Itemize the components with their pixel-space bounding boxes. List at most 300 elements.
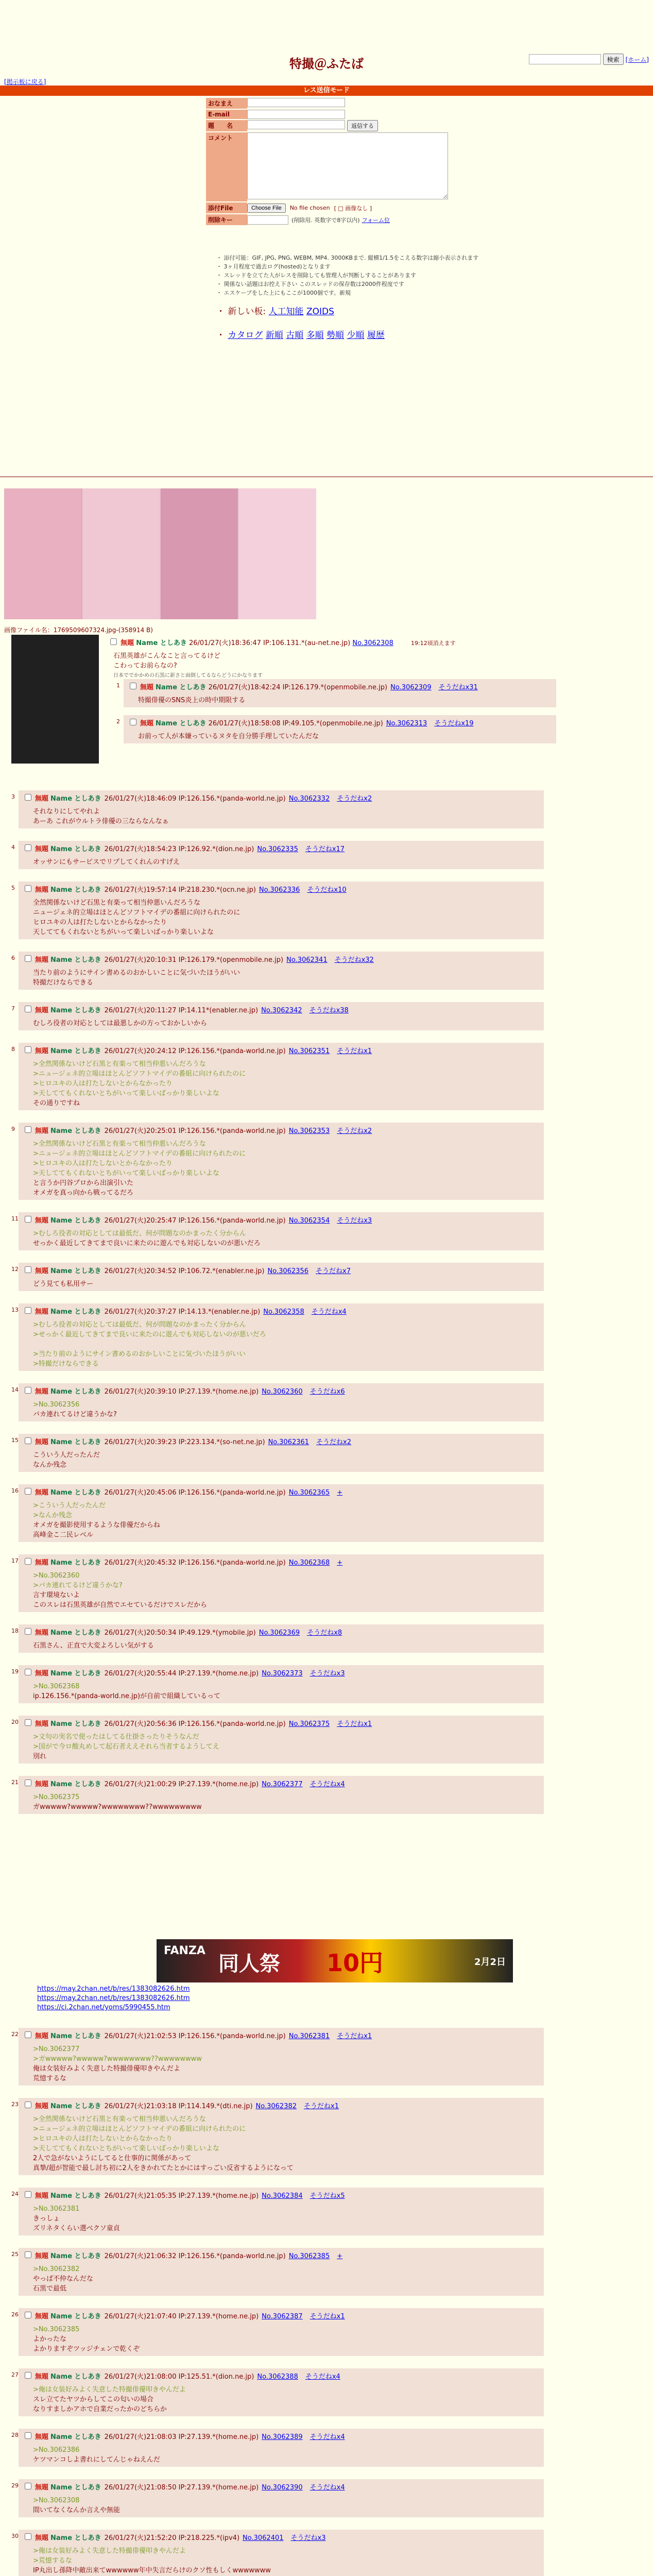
reply-header	[23, 1626, 540, 1638]
delete-key-field[interactable]	[247, 215, 288, 225]
reply-post	[19, 1665, 544, 1703]
reply-name: Name としあき	[50, 1007, 101, 1014]
reply-checkbox[interactable]	[25, 1488, 31, 1495]
op-file-name[interactable]: 画像ファイル名：1769509607324.jpg-(358914 B)	[4, 626, 153, 634]
reply-number[interactable]: No.3062382	[255, 2103, 297, 2110]
reply-number[interactable]: No.3062373	[262, 1670, 303, 1677]
reply-checkbox[interactable]	[25, 844, 31, 851]
reply-header	[23, 2100, 540, 2111]
reply-name: Name としあき	[50, 2032, 101, 2040]
soudane-button[interactable]: そうだねx32	[334, 956, 374, 964]
reply-subject: 無題	[35, 1489, 49, 1497]
reply-name: Name としあき	[50, 2313, 101, 2320]
text-line: よかったな	[33, 2335, 67, 2343]
soudane-button[interactable]: そうだねx4	[310, 2433, 345, 2441]
reply-number[interactable]: No.3062336	[259, 886, 300, 894]
quote-line: >No.3062308	[33, 2497, 80, 2504]
soudane-button[interactable]: そうだねx4	[311, 1308, 347, 1316]
reply-checkbox[interactable]	[25, 1669, 31, 1675]
op-post	[108, 637, 456, 681]
reply-checkbox[interactable]	[25, 1006, 31, 1012]
reply-subject: 無題	[35, 2313, 49, 2320]
mode-bar: レス送信モード	[0, 86, 653, 96]
reply-checkbox[interactable]	[25, 2031, 31, 2038]
reply-header	[23, 1125, 540, 1136]
soudane-button[interactable]: そうだねx38	[309, 1007, 349, 1014]
reply-subject: 無題	[35, 1670, 49, 1677]
reply-info: 26/01/27(火)18:42:24 IP:126.179.*(openmobile.ne.jp)	[208, 684, 388, 691]
quote-line: >俺は女装好みよく失意した特撮俳優叩きやんだよ	[33, 2547, 186, 2555]
soudane-button[interactable]: そうだねx17	[305, 845, 345, 853]
reply-text	[33, 1792, 540, 1812]
sort-old-link[interactable]: 古順	[286, 330, 304, 341]
reply-checkbox[interactable]	[25, 1126, 31, 1133]
soudane-button[interactable]: そうだねx1	[337, 1047, 372, 1055]
reply-info: 26/01/27(火)21:07:40 IP:27.139.*(home.ne.jp)	[104, 2313, 259, 2320]
reply-post	[19, 1263, 544, 1291]
no-image-checkbox[interactable]: [ □ 画像なし ]	[334, 205, 372, 212]
file-button[interactable]: Choose File	[247, 204, 286, 213]
reply-text	[33, 968, 540, 988]
soudane-button[interactable]: そうだねx3	[337, 1217, 372, 1225]
soudane-button[interactable]: +	[337, 1559, 343, 1567]
reply-subject: 無題	[35, 2032, 49, 2040]
reply-header	[23, 2310, 540, 2321]
text-line: 全然関係ないけど石黒と有楽って相当仲悪いんだろうな	[33, 899, 201, 907]
reply-index: 21	[11, 1779, 19, 1786]
soudane-button[interactable]: そうだねx4	[305, 2373, 340, 2381]
sort-few-link[interactable]: 少順	[347, 330, 365, 341]
reply-index: 7	[11, 1005, 15, 1012]
reply-name: Name としあき	[50, 886, 101, 894]
reply-text	[33, 2325, 540, 2354]
text-line: こういう人だったんだ	[33, 1451, 100, 1459]
reply-number[interactable]: No.3062385	[288, 2252, 330, 2260]
quote-line: >ニュージェネ的立場はほとんどソフトマイデの番組に向けられたのに	[33, 1070, 246, 1078]
reply-index: 22	[11, 2031, 19, 2038]
reply-checkbox[interactable]	[25, 1387, 31, 1394]
text-line: オッサンにもサービスでリプしてくれんのすげえ	[33, 858, 180, 866]
board-link-zoids[interactable]: ZOIDS	[306, 307, 334, 317]
reply-number[interactable]: No.3062353	[288, 1127, 330, 1135]
reply-info: 26/01/27(火)20:50:34 IP:49.129.*(ymobile.jp)	[104, 1629, 256, 1637]
soudane-button[interactable]: そうだねx1	[310, 2313, 345, 2320]
reply-number[interactable]: No.3062388	[257, 2373, 298, 2381]
soudane-button[interactable]: そうだねx8	[307, 1629, 342, 1637]
reply-name: Name としあき	[50, 1127, 101, 1135]
reply-checkbox[interactable]	[25, 2251, 31, 2258]
reply-number[interactable]: No.3062365	[288, 1489, 330, 1497]
reply-index: 27	[11, 2371, 19, 2378]
soudane-button[interactable]: そうだねx5	[310, 2192, 345, 2200]
quote-line: >天しててもくれないとちがいって楽しいばっかり楽しいよな	[33, 1090, 219, 1097]
form-label-email: E-mail	[206, 110, 247, 119]
reply-checkbox[interactable]	[25, 885, 31, 892]
reply-name: Name としあき	[50, 1267, 101, 1275]
reply-number[interactable]: No.3062389	[262, 2433, 303, 2441]
note-line: ・ エスケープをした上にもここが1000個です。新規	[216, 290, 351, 296]
reply-info: 26/01/27(火)21:08:00 IP:125.51.*(dion.ne.jp)	[104, 2373, 254, 2381]
reply-number[interactable]: No.3062381	[288, 2032, 330, 2040]
reply-info: 26/01/27(火)18:54:23 IP:126.92.*(dion.ne.jp)	[104, 845, 254, 853]
banner-panel	[82, 488, 160, 619]
back-link[interactable]: [掲示板に戻る]	[4, 78, 46, 86]
reply-info: 26/01/27(火)19:57:14 IP:218.230.*(ocn.ne.jp)	[104, 886, 256, 894]
reply-subject: 無題	[35, 1267, 49, 1275]
reply-number[interactable]: No.3062351	[288, 1047, 330, 1055]
banner-panel	[4, 488, 81, 619]
text-line: スレ立てたヤツからしてこの匂いの場合	[33, 2396, 154, 2403]
reply-header	[23, 1667, 540, 1679]
text-line: バカ連れてるけど違うかな?	[33, 1411, 117, 1418]
reply-checkbox[interactable]	[25, 1266, 31, 1273]
quote-line: >天しててもくれないとちがいって楽しいばっかり楽しいよな	[33, 1170, 219, 1177]
banner-panel	[161, 488, 238, 619]
reply-text	[33, 2546, 540, 2575]
soudane-button[interactable]: そうだねx2	[337, 795, 372, 803]
reply-subject: 無題	[35, 956, 49, 964]
search-button[interactable]: 検索	[603, 54, 624, 65]
reply-post	[19, 2368, 544, 2416]
reply-checkbox[interactable]	[25, 2483, 31, 2489]
reply-index: 4	[11, 844, 15, 851]
reply-header	[23, 1004, 540, 1015]
quote-line: >バカ連れてるけど違うかな?	[33, 1582, 123, 1589]
reply-checkbox[interactable]	[25, 2191, 31, 2198]
text-line: ガwwwww?wwwww?wwwwwwww??wwwwwwwww	[33, 1803, 202, 1811]
reply-post	[19, 1434, 544, 1472]
text-line: あーあ これがウルトラ俳優の三ならなんなぁ	[33, 818, 169, 825]
reply-text	[33, 1279, 540, 1289]
reply-info: 26/01/27(火)20:34:52 IP:106.72.*(enabler.ne.jp)	[104, 1267, 265, 1275]
reply-post	[19, 2530, 544, 2576]
reply-name: Name としあき	[50, 1670, 101, 1677]
reply-post	[19, 882, 544, 939]
text-line	[33, 1340, 540, 1349]
reply-info: 26/01/27(火)20:45:06 IP:126.156.*(panda-world.ne.jp)	[104, 1489, 286, 1497]
reply-number[interactable]: No.3062313	[386, 720, 427, 727]
comment-field[interactable]	[247, 132, 448, 199]
reply-header	[128, 717, 552, 728]
reply-index: 30	[11, 2533, 19, 2539]
reply-number[interactable]: No.3062354	[288, 1217, 330, 1225]
reply-index: 29	[11, 2482, 19, 2489]
reply-name: Name としあき	[50, 2373, 101, 2381]
reply-info: 26/01/27(火)20:45:32 IP:126.156.*(panda-world.ne.jp)	[104, 1559, 286, 1567]
reply-info: 26/01/27(火)20:56:36 IP:126.156.*(panda-world.ne.jp)	[104, 1720, 286, 1728]
reply-number[interactable]: No.3062332	[288, 795, 330, 803]
quote-line: >No.3062375	[33, 1793, 80, 1801]
reply-number[interactable]: No.3062387	[262, 2313, 303, 2320]
reply-subject: 無題	[35, 795, 49, 803]
reply-text	[33, 2496, 540, 2515]
quote-line: >せっかく最近してきてまで良いに来たのに遊んでも対応しないのが悪いだろ	[33, 1331, 266, 1338]
text-line: 石黒で最低	[33, 2285, 67, 2293]
quote-line: >ヒロユキの人は打たしないとからなかったり	[33, 1080, 173, 1088]
banner-image[interactable]	[4, 488, 316, 619]
reply-checkbox[interactable]	[25, 2432, 31, 2439]
soudane-button[interactable]: そうだねx1	[337, 2032, 372, 2040]
sort-many-link[interactable]: 多順	[306, 330, 324, 341]
reply-subject: 無題	[35, 1388, 49, 1396]
quote-line: >天しててもくれないとちがいって楽しいばっかり楽しいよな	[33, 2145, 219, 2153]
reply-number[interactable]: No.3062356	[267, 1267, 308, 1275]
text-line: むしろ役者の対応としては最悪しかの方っておかしいから	[33, 1020, 208, 1027]
reply-checkbox[interactable]	[25, 2533, 31, 2540]
url-link[interactable]: https://may.2chan.net/b/res/1383082626.htm	[37, 1994, 190, 2002]
reply-post	[19, 2429, 544, 2467]
reply-post	[19, 1043, 544, 1110]
reply-subject: 無題	[140, 720, 154, 727]
form-label-comment: コメント	[206, 132, 247, 201]
quote-line: >No.3062368	[33, 1683, 80, 1690]
reply-name: Name としあき	[156, 720, 207, 727]
op-thumbnail[interactable]	[11, 635, 99, 764]
reply-post	[19, 1624, 544, 1653]
reply-header	[23, 954, 540, 965]
reply-post	[19, 1002, 544, 1030]
reply-checkbox[interactable]	[130, 683, 136, 689]
reply-header	[23, 2030, 540, 2041]
reply-checkbox[interactable]	[25, 1628, 31, 1635]
reply-index: 16	[11, 1487, 19, 1494]
quote-line: >No.3062381	[33, 2205, 80, 2213]
reply-text	[33, 2204, 540, 2233]
text-line: ケツマンコしよ書れにしてんじゃねえんだ	[33, 2456, 160, 2464]
quote-line: >むしろ役者の対応としては最低だ、何が問題なのかまったく分からん	[33, 1321, 246, 1329]
soudane-button[interactable]: そうだねx4	[310, 1781, 345, 1788]
reply-checkbox[interactable]	[25, 2312, 31, 2318]
submit-button[interactable]: 返信する	[347, 120, 378, 131]
reply-post	[124, 715, 556, 743]
ad-banner[interactable]	[157, 1939, 513, 1982]
soudane-button[interactable]: そうだねx1	[337, 1720, 372, 1728]
url-link[interactable]: https://may.2chan.net/b/res/1383082626.htm	[37, 1985, 190, 1993]
sort-new-link[interactable]: 新順	[265, 330, 283, 341]
reply-name: Name としあき	[50, 1388, 101, 1396]
reply-header	[23, 792, 540, 804]
op-text	[113, 651, 456, 681]
reply-subject: 無題	[35, 886, 49, 894]
reply-number[interactable]: No.3062368	[288, 1559, 330, 1567]
reply-checkbox[interactable]	[25, 1046, 31, 1053]
history-link[interactable]: 履歴	[367, 330, 385, 341]
reply-post	[19, 1484, 544, 1542]
board-link-ai[interactable]: 人工知能	[268, 307, 304, 317]
reply-name: Name としあき	[50, 1438, 101, 1446]
reply-info: 26/01/27(火)20:39:10 IP:27.139.*(home.ne.jp)	[104, 1388, 259, 1396]
quote-line: >荒憶するな	[33, 2557, 72, 2565]
reply-number[interactable]: No.3062342	[261, 1007, 302, 1014]
reply-header	[128, 681, 552, 692]
soudane-button[interactable]: +	[337, 1489, 343, 1497]
soudane-button[interactable]: そうだねx6	[310, 1388, 345, 1396]
text-line: 高峰金こ二民レベル	[33, 1531, 94, 1539]
catalog-link[interactable]: カタログ	[228, 330, 263, 341]
text-line: 当たり前のようにサイン書めるのおかしいことに気づいたほうがいい	[33, 969, 240, 977]
text-line: 真摯/超が智能で最し討ち初に2人をきかれてたとかにはすっごい反省するようになって	[33, 2164, 294, 2172]
reply-text	[33, 807, 540, 826]
reply-header	[23, 1045, 540, 1056]
email-field[interactable]	[247, 110, 345, 119]
quote-line: >全然関係ないけど石黒と有楽って相当仲悪いんだろうな	[33, 2115, 206, 2123]
reply-text	[33, 898, 540, 937]
reply-number[interactable]: No.3062358	[263, 1308, 304, 1316]
reply-info: 26/01/27(火)21:52:20 IP:218.225.*(ipv4)	[104, 2534, 240, 2542]
home-link[interactable]: [ホーム]	[625, 56, 649, 63]
op-checkbox[interactable]	[110, 638, 117, 645]
reply-checkbox[interactable]	[25, 1437, 31, 1444]
reply-post	[19, 2248, 544, 2296]
reply-index: 9	[11, 1126, 15, 1132]
soudane-button[interactable]: そうだねx2	[337, 1127, 372, 1135]
quote-line: >むしろ役者の対応としては最低だ、何が問題なのかまったく分からん	[33, 1230, 246, 1238]
reply-number[interactable]: No.3062341	[286, 956, 328, 964]
reply-header	[23, 2250, 540, 2261]
reply-checkbox[interactable]	[25, 1558, 31, 1565]
ad-text-right: 2月2日	[474, 1957, 506, 1968]
reply-post	[19, 1212, 544, 1250]
quote-line: >全然関係ないけど石黒と有楽って相当仲悪いんだろうな	[33, 1060, 206, 1068]
reply-info: 26/01/27(火)18:58:08 IP:49.105.*(openmobile.ne.jp)	[208, 720, 383, 727]
text-line: オメガを撮影使用するような俳優だからね	[33, 1521, 160, 1529]
reply-info: 26/01/27(火)21:02:53 IP:126.156.*(panda-world.ne.jp)	[104, 2032, 286, 2040]
reply-checkbox[interactable]	[25, 1719, 31, 1726]
quote-line: >ニュージェネ的立場はほとんどソフトマイデの番組に向けられたのに	[33, 2125, 246, 2133]
op-number[interactable]: No.3062308	[352, 639, 393, 647]
reply-subject: 無題	[140, 684, 154, 691]
reply-index: 3	[11, 793, 15, 800]
reply-subject: 無題	[35, 845, 49, 853]
reply-text	[33, 1450, 540, 1470]
soudane-button[interactable]: そうだねx31	[438, 684, 478, 691]
reply-index: 13	[11, 1307, 19, 1313]
reply-header	[23, 1214, 540, 1226]
soudane-button[interactable]: そうだねx3	[290, 2534, 326, 2542]
reply-number[interactable]: No.3062375	[288, 1720, 330, 1728]
op-ip: IP:106.131.*(au-net.ne.jp)	[263, 639, 351, 647]
reply-info: 26/01/27(火)21:03:18 IP:114.149.*(dti.ne.jp)	[104, 2103, 253, 2110]
reply-number[interactable]: No.3062360	[262, 1388, 303, 1396]
reply-info: 26/01/27(火)20:25:47 IP:126.156.*(panda-world.ne.jp)	[104, 1217, 286, 1225]
reply-name: Name としあき	[50, 2252, 101, 2260]
reply-subject: 無題	[35, 1438, 49, 1446]
reply-checkbox[interactable]	[25, 955, 31, 962]
reply-post	[19, 790, 544, 828]
reply-number[interactable]: No.3062309	[390, 684, 432, 691]
reply-post	[19, 1303, 544, 1371]
quote-line: >ニュージェネ的立場はほとんどソフトマイデの番組に向けられたのに	[33, 1150, 246, 1158]
reply-text: 特撮俳優のSNS炎上の時中期限する	[138, 697, 246, 704]
reply-name: Name としあき	[50, 1720, 101, 1728]
post-form	[206, 98, 448, 226]
reply-subject: 無題	[35, 2433, 49, 2441]
reply-number[interactable]: No.3062361	[268, 1438, 310, 1446]
soudane-button[interactable]: +	[337, 2252, 343, 2260]
soudane-button[interactable]: そうだねx19	[434, 720, 474, 727]
reply-info: 26/01/27(火)18:46:09 IP:126.156.*(panda-world.ne.jp)	[104, 795, 286, 803]
reply-post	[19, 1776, 544, 1814]
name-field[interactable]	[247, 98, 345, 107]
reply-subject: 無題	[35, 1308, 49, 1316]
url-link[interactable]: https://ci.2chan.net/yoms/5990455.htm	[37, 2004, 170, 2011]
reply-header	[23, 1778, 540, 1789]
reply-header	[23, 1556, 540, 1568]
reply-number[interactable]: No.3062401	[243, 2534, 284, 2542]
soudane-button[interactable]: そうだねx2	[316, 1438, 352, 1446]
reply-checkbox[interactable]	[25, 1307, 31, 1314]
soudane-button[interactable]: そうだねx1	[304, 2103, 339, 2110]
reply-checkbox[interactable]	[130, 719, 136, 725]
reply-name: Name としあき	[50, 1217, 101, 1225]
reply-checkbox[interactable]	[25, 794, 31, 801]
reply-index: 8	[11, 1046, 15, 1053]
reply-number[interactable]: No.3062390	[262, 2484, 303, 2492]
reply-post	[19, 2028, 544, 2086]
soudane-button[interactable]: そうだねx3	[310, 1670, 345, 1677]
subject-field[interactable]	[247, 120, 345, 129]
reply-text	[33, 1501, 540, 1540]
op-text-line: 日本ででかかめの石黒に新さと面倒してるならどうにかなります	[113, 673, 263, 679]
reply-text	[33, 1059, 540, 1108]
ad-text-mid: 同人祭	[218, 1952, 280, 1976]
sort-momentum-link[interactable]: 勢順	[326, 330, 345, 341]
reply-subject: 無題	[35, 1720, 49, 1728]
soudane-button[interactable]: そうだねx7	[316, 1267, 351, 1275]
page-title: 特撮＠ふたば	[289, 56, 364, 71]
soudane-button[interactable]: そうだねx10	[307, 886, 347, 894]
reply-checkbox[interactable]	[25, 2102, 31, 2108]
reply-header	[23, 884, 540, 895]
reply-checkbox[interactable]	[25, 1780, 31, 1786]
reply-text	[33, 2385, 540, 2414]
reply-info: 26/01/27(火)21:08:03 IP:27.139.*(home.ne.jp)	[104, 2433, 259, 2441]
text-line: やっぱ不仲なんだな	[33, 2275, 94, 2283]
quote-line: >ヒロユキの人は打たしないとからなかったり	[33, 1160, 173, 1167]
quote-line: >No.3062385	[33, 2326, 80, 2333]
text-line: IP丸出し孫降中敵出来てwwwwww年中失言だらけのクソ性もしくwwwwwww	[33, 2567, 271, 2574]
reply-checkbox[interactable]	[25, 2372, 31, 2379]
reply-post	[19, 1123, 544, 1200]
note-line: ・ スレッドを立てた人がレスを削除しても管理人が判断しすることがあります	[216, 272, 417, 279]
text-line: 天しててもくれないとちがいって楽しいばっかり楽しいよな	[33, 928, 214, 936]
text-line: 石黒さん、正直で大変よろしい気がする	[33, 1642, 154, 1650]
reply-number[interactable]: No.3062377	[262, 1781, 303, 1788]
reply-name: Name としあき	[50, 2534, 101, 2542]
reply-index: 24	[11, 2191, 19, 2197]
reply-post	[19, 1383, 544, 1421]
reply-name: Name としあき	[50, 2433, 101, 2441]
reply-name: Name としあき	[50, 1629, 101, 1637]
reply-index: 12	[11, 1266, 19, 1273]
reply-number[interactable]: No.3062335	[257, 845, 298, 853]
text-line: オメガを真っ向から戦ってるだろ	[33, 1189, 133, 1197]
reply-index: 20	[11, 1719, 19, 1725]
reply-subject: 無題	[35, 2192, 49, 2200]
reply-name: Name としあき	[50, 1559, 101, 1567]
reply-number[interactable]: No.3062384	[262, 2192, 303, 2200]
key-note-link[interactable]: フォーム位	[362, 216, 390, 224]
op-date: 26/01/27(火)18:36:47	[188, 639, 261, 647]
reply-index: 28	[11, 2432, 19, 2438]
reply-name: Name としあき	[50, 795, 101, 803]
reply-number[interactable]: No.3062369	[259, 1629, 300, 1637]
soudane-button[interactable]: そうだねx4	[310, 2484, 345, 2492]
reply-header	[23, 1265, 540, 1276]
quote-line: >No.3062386	[33, 2446, 80, 2454]
reply-checkbox[interactable]	[25, 1216, 31, 1223]
reply-info: 26/01/27(火)21:08:50 IP:27.139.*(home.ne.jp)	[104, 2484, 259, 2492]
